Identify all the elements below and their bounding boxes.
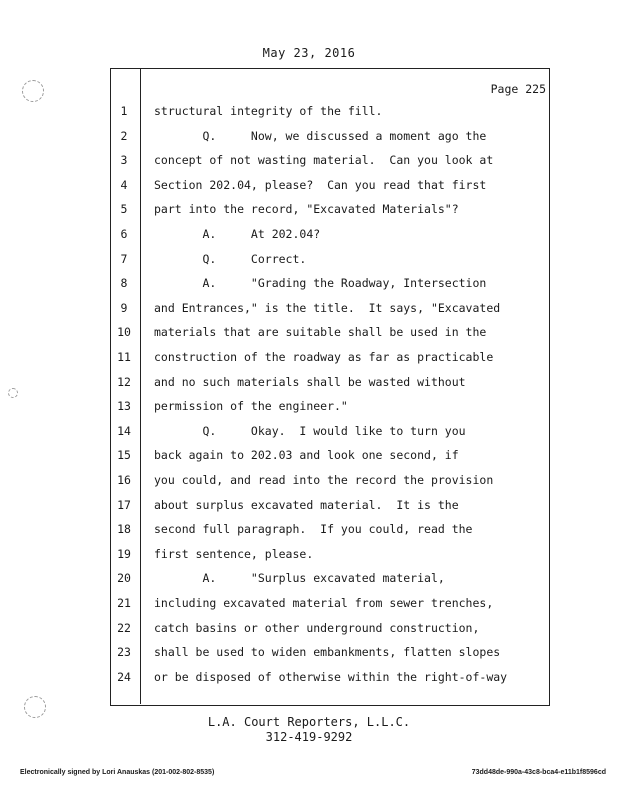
transcript-line xyxy=(110,148,550,172)
line-text: materials that are suitable shall be used in the xyxy=(154,325,487,340)
transcript-line xyxy=(110,370,550,394)
line-number: 19 xyxy=(117,546,131,561)
line-text: construction of the roadway as far as practicable xyxy=(154,350,494,364)
line-number: 3 xyxy=(120,153,128,168)
transcript-line xyxy=(110,566,550,590)
transcript-line xyxy=(110,493,550,517)
line-number: 12 xyxy=(117,374,131,389)
line-number: 7 xyxy=(120,251,128,266)
transcript-line xyxy=(110,394,550,418)
line-number: 20 xyxy=(117,571,131,586)
transcript-line xyxy=(110,616,550,640)
transcript-line xyxy=(110,542,550,566)
line-text: second full paragraph. If you could, read the xyxy=(154,522,473,537)
transcript-line xyxy=(110,247,550,271)
date-header: May 23, 2016 xyxy=(262,46,356,60)
line-number: 16 xyxy=(117,473,131,487)
line-number: 23 xyxy=(117,645,131,660)
line-text: A. "Surplus excavated material, xyxy=(154,571,445,586)
line-text: catch basins or other underground construction, xyxy=(154,620,480,635)
punch-hole-top xyxy=(22,80,44,102)
transcript-line xyxy=(110,271,550,295)
line-number: 13 xyxy=(117,399,131,414)
line-number: 11 xyxy=(117,350,131,364)
line-text: and Entrances," is the title. It says, "Excavated xyxy=(154,300,501,315)
line-text: and no such materials shall be wasted without xyxy=(154,374,466,389)
footer-phone: 312-419-9292 xyxy=(265,730,353,744)
transcript-line xyxy=(110,197,550,221)
transcript-line xyxy=(110,345,550,369)
transcript-line xyxy=(110,419,550,443)
line-text: Q. Correct. xyxy=(154,251,307,266)
punch-hole-middle xyxy=(8,388,18,398)
line-number: 5 xyxy=(120,202,128,217)
line-number: 4 xyxy=(120,177,128,192)
line-number: 24 xyxy=(117,669,131,684)
transcript-line xyxy=(110,124,550,148)
line-text: you could, and read into the record the provision xyxy=(154,473,494,487)
transcript-line xyxy=(110,320,550,344)
line-text: shall be used to widen embankments, flatten slopes xyxy=(154,645,501,660)
line-number: 15 xyxy=(117,448,131,463)
line-number: 22 xyxy=(117,620,131,635)
transcript-line xyxy=(110,296,550,320)
line-text: back again to 202.03 and look one second, if xyxy=(154,448,459,463)
line-text: A. At 202.04? xyxy=(154,227,321,241)
line-text: part into the record, "Excavated Materials"? xyxy=(154,202,459,217)
line-number: 8 xyxy=(120,276,128,291)
line-text: including excavated material from sewer trenches, xyxy=(154,596,494,610)
line-number: 6 xyxy=(120,227,128,241)
line-text: about surplus excavated material. It is the xyxy=(154,497,459,512)
transcript-line xyxy=(110,468,550,492)
line-text: concept of not wasting material. Can you look at xyxy=(154,153,494,168)
line-text: first sentence, please. xyxy=(154,546,314,561)
transcript-line xyxy=(110,99,550,123)
punch-hole-bottom xyxy=(24,696,46,718)
transcript-line xyxy=(110,517,550,541)
line-number: 17 xyxy=(117,497,131,512)
electronic-signature: Electronically signed by Lori Anauskas (201-002-802-8535) xyxy=(20,769,215,776)
document-hash: 73dd48de-990a-43c8-bca4-e11b1f8596cd xyxy=(471,769,606,776)
footer-company: L.A. Court Reporters, L.L.C. xyxy=(207,715,411,729)
line-number: 21 xyxy=(117,596,131,610)
line-number: 1 xyxy=(120,104,128,118)
line-text: A. "Grading the Roadway, Intersection xyxy=(154,276,487,291)
transcript-line xyxy=(110,640,550,664)
line-text: Q. Okay. I would like to turn you xyxy=(154,423,466,438)
line-text: Section 202.04, please? Can you read that first xyxy=(154,177,487,192)
line-text: Q. Now, we discussed a moment ago the xyxy=(154,128,487,143)
transcript-line xyxy=(110,591,550,615)
line-number: 10 xyxy=(117,325,131,340)
transcript-line xyxy=(110,443,550,467)
line-text: permission of the engineer." xyxy=(154,399,348,414)
line-number: 2 xyxy=(120,128,128,143)
line-number: 14 xyxy=(117,423,131,438)
transcript-line xyxy=(110,173,550,197)
transcript-line xyxy=(110,222,550,246)
page-number: Page 225 xyxy=(490,82,546,96)
transcript-line xyxy=(110,665,550,689)
line-number: 9 xyxy=(120,300,128,315)
line-number: 18 xyxy=(117,522,131,537)
line-text: or be disposed of otherwise within the right-of-way xyxy=(154,669,508,684)
line-text: structural integrity of the fill. xyxy=(154,104,383,118)
